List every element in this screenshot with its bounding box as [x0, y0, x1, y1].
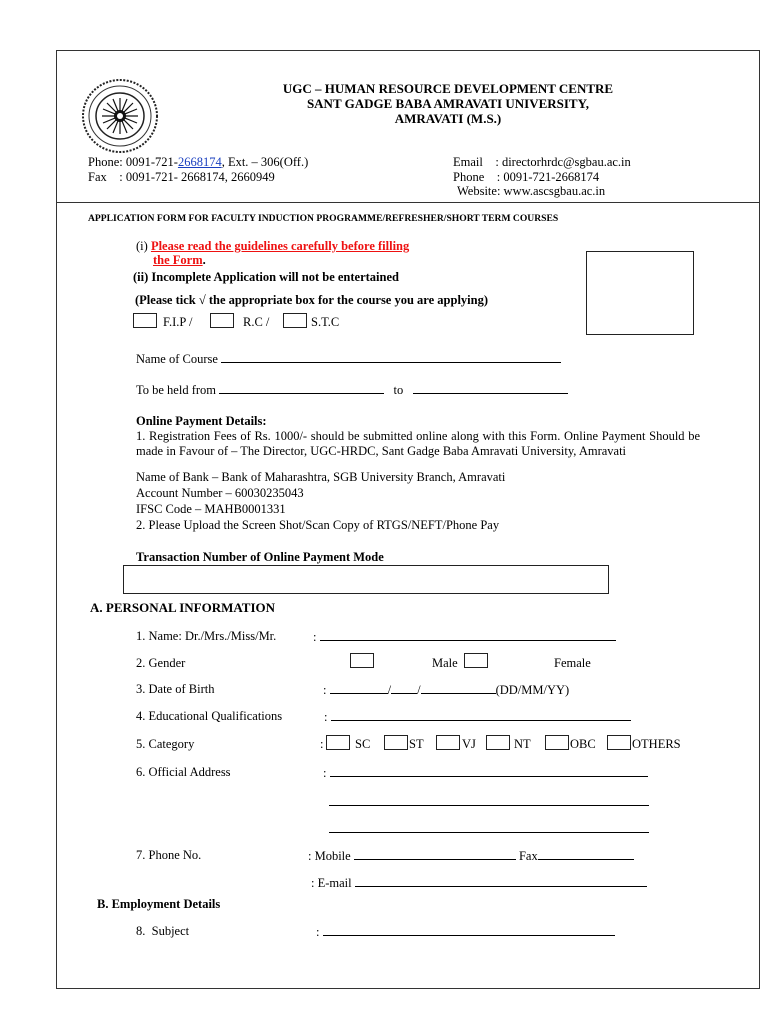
instruction-i-red-line2: the Form [153, 253, 203, 267]
category-sc-checkbox[interactable] [326, 735, 350, 750]
payment-bank: Name of Bank – Bank of Maharashtra, SGB University Branch, Amravati [136, 470, 506, 484]
dob-colon: : [323, 683, 327, 697]
header-title-line2: SANT GADGE BABA AMRAVATI UNIVERSITY, [306, 96, 590, 111]
phone-link[interactable]: 2668174 [177, 155, 222, 169]
payment-upload: 2. Please Upload the Screen Shot/Scan Copy of RTGS/NEFT/Phone Pay [136, 518, 500, 532]
address-row2 [329, 794, 649, 810]
email-field[interactable] [355, 875, 647, 887]
header-divider [56, 202, 760, 203]
phone-row [308, 848, 634, 864]
name-of-course-field[interactable] [221, 351, 561, 363]
mobile-label: : Mobile [308, 849, 351, 863]
email-row [311, 875, 647, 891]
fax-label: Fax [518, 849, 538, 863]
contact-website: Website: www.ascsgbau.ac.in [457, 184, 606, 198]
transaction-number-input[interactable] [123, 565, 609, 594]
payment-heading: Online Payment Details: [136, 414, 267, 428]
gender-female-label: Female [554, 656, 591, 670]
employment-heading: B. Employment Details [97, 897, 221, 911]
category-others-label: OTHERS [632, 737, 681, 751]
held-from-label: To be held from [136, 383, 217, 397]
phone-prefix: Phone: 0091-721- [88, 155, 178, 169]
address-label: 6. Official Address [136, 765, 231, 779]
gender-male-checkbox[interactable] [350, 653, 374, 668]
edu-label: 4. Educational Qualifications [136, 709, 283, 723]
held-from-field[interactable] [219, 382, 384, 394]
edu-colon: : [324, 710, 328, 724]
form-title: APPLICATION FORM FOR FACULTY INDUCTION PROGRAMME/REFRESHER/SHORT TERM COURSES [88, 213, 559, 224]
subject-field[interactable] [323, 924, 615, 936]
payment-ifsc: IFSC Code – MAHB0001331 [136, 502, 286, 516]
dob-month-field[interactable] [391, 682, 417, 694]
category-obc-label: OBC [570, 737, 596, 751]
label-rc: R.C / [243, 315, 270, 329]
instruction-ii: (ii) Incomplete Application will not be entertained [133, 270, 399, 284]
category-vj-label: VJ [462, 737, 476, 751]
address-field-line2[interactable] [329, 794, 649, 806]
instruction-i-line2 [153, 253, 206, 268]
dob-label: 3. Date of Birth [136, 682, 215, 696]
held-from-row [136, 382, 568, 398]
name-of-course-label: Name of Course [136, 352, 218, 366]
subject-row [316, 924, 615, 940]
photo-box[interactable] [586, 251, 694, 335]
label-fip: F.I.P / [163, 315, 193, 329]
dob-row: : / / (DD/MM/YY) [323, 683, 570, 697]
address-row1 [323, 765, 648, 781]
email-label: : E-mail [311, 876, 352, 890]
dob-year-field[interactable] [421, 682, 496, 694]
payment-para: 1. Registration Fees of Rs. 1000/- should be submitted online along with this Form. Online Payment Should be made in Favour of – The Director, UGC-HRDC, Sant Gadge Baba Amravati University, Amravati [136, 429, 700, 458]
edu-row [324, 709, 631, 725]
held-to-field[interactable] [413, 382, 568, 394]
category-nt-checkbox[interactable] [486, 735, 510, 750]
name-colon: : [313, 630, 317, 644]
name-label: 1. Name: Dr./Mrs./Miss/Mr. [136, 629, 277, 643]
university-seal-logo [80, 76, 160, 156]
payment-account: Account Number – 60030235043 [136, 486, 304, 500]
address-colon: : [323, 766, 327, 780]
gender-male-label: Male [432, 656, 458, 670]
seal-icon [80, 76, 160, 156]
address-field-line1[interactable] [330, 765, 648, 777]
dob-day-field[interactable] [330, 682, 388, 694]
contact-fax: Fax : 0091-721- 2668174, 2660949 [88, 170, 275, 184]
checkbox-stc[interactable] [283, 313, 307, 328]
header-title-line1: UGC – HUMAN RESOURCE DEVELOPMENT CENTRE [282, 81, 614, 96]
transaction-label: Transaction Number of Online Payment Mode [136, 550, 384, 564]
edu-field[interactable] [331, 709, 631, 721]
personal-info-heading: A. PERSONAL INFORMATION [90, 600, 276, 615]
phone-suffix: , Ext. – 306(Off.) [221, 155, 309, 169]
contact-phone [88, 155, 308, 170]
category-label: 5. Category [136, 737, 195, 751]
gender-label: 2. Gender [136, 656, 186, 670]
mobile-field[interactable] [354, 848, 516, 860]
instruction-i-red-line1: Please read the guidelines carefully before filling [150, 239, 410, 253]
category-others-checkbox[interactable] [607, 735, 631, 750]
name-field[interactable] [320, 629, 616, 641]
name-of-course-row [136, 351, 561, 367]
category-nt-label: NT [514, 737, 531, 751]
contact-email: Email : directorhrdc@sgbau.ac.in [453, 155, 631, 169]
instruction-tick: (Please tick √ the appropriate box for the course you are applying) [135, 293, 489, 307]
instruction-i-end: . [202, 253, 206, 267]
category-st-label: ST [409, 737, 424, 751]
header-title-line3: AMRAVATI (M.S.) [394, 111, 502, 126]
label-stc: S.T.C [311, 315, 340, 329]
category-vj-checkbox[interactable] [436, 735, 460, 750]
category-colon: : [320, 737, 324, 751]
name-row [313, 629, 616, 645]
subject-label: 8. Subject [136, 924, 190, 938]
contact-phone2: Phone : 0091-721-2668174 [453, 170, 600, 184]
category-st-checkbox[interactable] [384, 735, 408, 750]
dob-format: (DD/MM/YY) [495, 683, 570, 697]
held-to-label: to [393, 383, 404, 397]
phone-label: 7. Phone No. [136, 848, 202, 862]
address-field-line3[interactable] [329, 821, 649, 833]
address-row3 [329, 821, 649, 837]
checkbox-rc[interactable] [210, 313, 234, 328]
category-obc-checkbox[interactable] [545, 735, 569, 750]
gender-female-checkbox[interactable] [464, 653, 488, 668]
subject-colon: : [316, 925, 320, 939]
instruction-i [136, 239, 409, 254]
category-sc-label: SC [355, 737, 371, 751]
instruction-i-prefix: (i) [136, 239, 151, 253]
checkbox-fip[interactable] [133, 313, 157, 328]
fax-field[interactable] [538, 848, 634, 860]
